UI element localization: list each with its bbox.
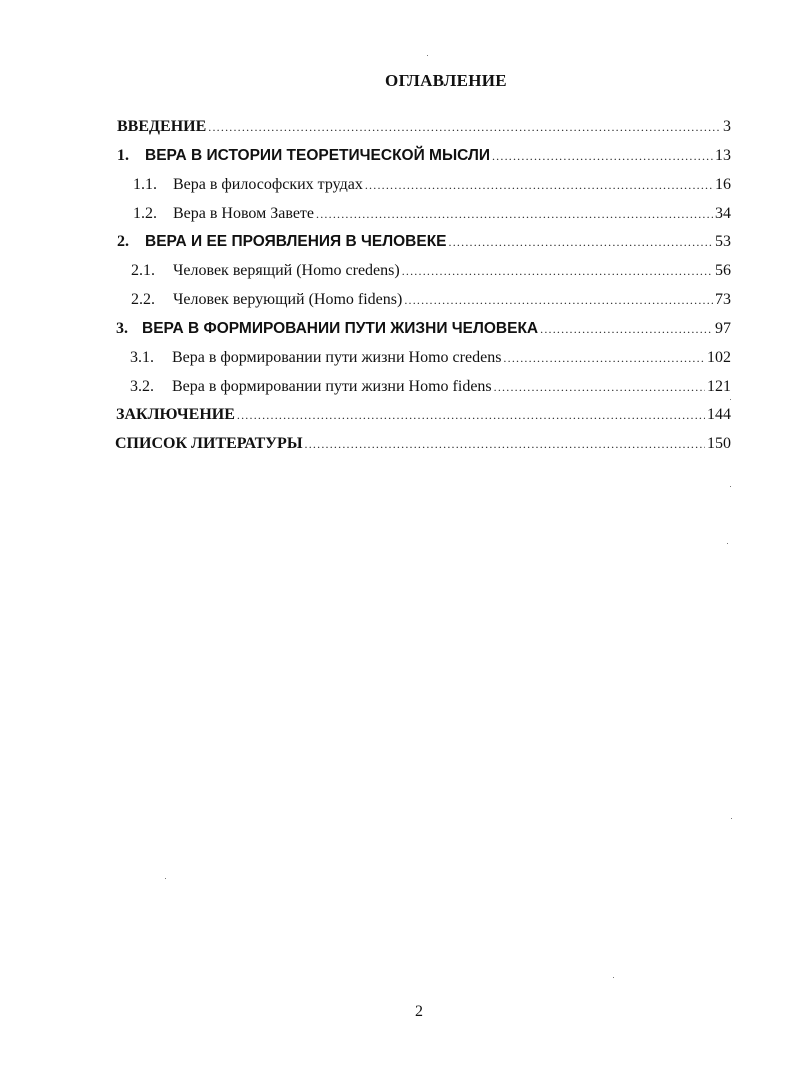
toc-entry-label: Вера в философских трудах [173,176,363,193]
page-number: 2 [415,1003,423,1020]
scan-speck [730,399,731,400]
toc-entry[interactable] [133,175,731,195]
toc-title: ОГЛАВЛЕНИЕ [385,71,507,90]
toc-entry-label: ВЕРА В ФОРМИРОВАНИИ ПУТИ ЖИЗНИ ЧЕЛОВЕКА [142,320,539,337]
toc-dot-leader [305,434,705,454]
toc-entry-number: 1. [117,147,129,164]
toc-entry-number: 1.2. [133,205,157,222]
toc-entry-label: ЗАКЛЮЧЕНИЕ [116,406,235,423]
toc-dot-leader [449,232,713,252]
toc-entry-number: 2. [117,233,129,250]
toc-dot-leader [492,146,713,166]
toc-entry[interactable] [117,232,731,252]
toc-entry-page: 53 [715,233,731,250]
toc-entry[interactable] [130,348,731,368]
toc-entry-number: 2.2. [131,291,155,308]
toc-dot-leader [237,405,705,425]
toc-dot-leader [316,204,713,224]
toc-entry-label: Вера в Новом Завете [173,205,315,222]
toc-entry-number: 3. [116,320,128,337]
toc-entry[interactable] [116,405,731,425]
toc-entry-number: 3.2. [130,378,154,395]
toc-dot-leader [402,261,713,281]
toc-entry-page: 34 [715,205,731,222]
toc-entry-page: 121 [707,378,731,395]
toc-entry[interactable] [131,290,731,310]
toc-entry-page: 97 [715,320,731,337]
toc-entry[interactable] [116,319,731,339]
toc-entry-label: Человек верящий (Homo credens) [173,262,400,279]
toc-entry-number: 3.1. [130,349,154,366]
toc-dot-leader [404,290,713,310]
scan-speck [165,878,166,879]
toc-entry[interactable] [115,434,731,454]
toc-dot-leader [540,319,713,339]
toc-entry-label: Вера в формировании пути жизни Homo fidens [172,378,492,395]
toc-dot-leader [503,348,705,368]
toc-entry-label: Вера в формировании пути жизни Homo credens [172,349,502,366]
scan-speck [730,486,731,487]
toc-entry-page: 16 [715,176,731,193]
toc-entry[interactable] [130,377,731,397]
scan-speck [613,977,614,978]
toc-entry-page: 144 [707,406,731,423]
toc-entry-page: 73 [715,291,731,308]
toc-entry-number: 2.1. [131,262,155,279]
toc-entry-label: Человек верующий (Homo fidens) [173,291,403,308]
toc-dot-leader [208,117,721,137]
toc-entry-page: 13 [715,147,731,164]
toc-entry-page: 56 [715,262,731,279]
scan-speck [727,543,728,544]
toc-entry-label: СПИСОК ЛИТЕРАТУРЫ [115,435,303,452]
toc-entry[interactable] [133,204,731,224]
toc-entry[interactable] [117,117,731,137]
toc-entry[interactable] [117,146,731,166]
toc-dot-leader [494,377,705,397]
toc-dot-leader [365,175,713,195]
toc-entry-page: 150 [707,435,731,452]
toc-entry-label: ВЕРА И ЕЕ ПРОЯВЛЕНИЯ В ЧЕЛОВЕКЕ [145,233,447,250]
scan-speck [731,818,732,819]
toc-entry-page: 3 [723,118,731,135]
toc-entry-page: 102 [707,349,731,366]
toc-entry[interactable] [131,261,731,281]
scan-speck [427,55,428,56]
toc-entry-label: ВВЕДЕНИЕ [117,118,207,135]
toc-entry-number: 1.1. [133,176,157,193]
toc-entry-label: ВЕРА В ИСТОРИИ ТЕОРЕТИЧЕСКОЙ МЫСЛИ [145,147,490,164]
